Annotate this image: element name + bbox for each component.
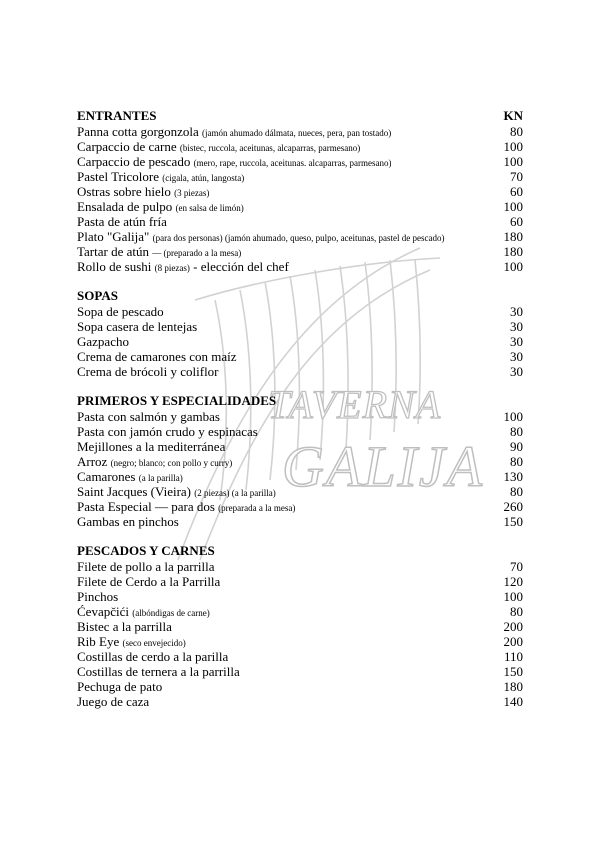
menu-item-suffix: - elección del chef xyxy=(193,259,289,274)
menu-item-price: 110 xyxy=(503,649,523,664)
menu-item-text xyxy=(77,619,172,634)
section-title: PRIMEROS Y ESPECIALIDADES xyxy=(77,393,277,408)
menu-item-name: Pasta Especial — para dos xyxy=(77,499,215,514)
menu-item-name: Pasta de atún fría xyxy=(77,214,167,229)
menu-item-name: Mejillones a la mediterránea xyxy=(77,439,226,454)
menu-item xyxy=(77,634,523,649)
menu-item xyxy=(77,454,523,469)
menu-item-name: Camarones xyxy=(77,469,136,484)
menu-item xyxy=(77,694,523,709)
menu-item xyxy=(77,469,523,484)
menu-item-text xyxy=(77,409,220,424)
watermark-line1: TAVERNA xyxy=(268,382,442,427)
menu-item-name: Gazpacho xyxy=(77,334,129,349)
menu-item-note: (preparada a la mesa) xyxy=(218,503,296,513)
menu-item-name: Ćevapčići xyxy=(77,604,129,619)
menu-item-note: (seco envejecido) xyxy=(122,638,186,648)
menu-item-price: 80 xyxy=(510,454,523,469)
menu-item-text xyxy=(77,214,167,229)
menu-item-text xyxy=(77,424,258,439)
menu-item-name: Sopa casera de lentejas xyxy=(77,319,198,334)
section-title: PESCADOS Y CARNES xyxy=(77,543,215,558)
menu-item-text xyxy=(77,439,225,454)
menu-item xyxy=(77,319,523,334)
menu-item xyxy=(77,589,523,604)
menu-item xyxy=(77,409,523,424)
menu-item xyxy=(77,574,523,589)
menu-item xyxy=(77,559,523,574)
menu-item-name: Pechuga de pato xyxy=(77,679,163,694)
menu-item xyxy=(77,349,523,364)
menu-item-name: Panna cotta gorgonzola xyxy=(77,124,199,139)
menu-item-name: Costillas de ternera a la parrilla xyxy=(77,664,240,679)
menu-item-price: 100 xyxy=(503,139,523,154)
menu-item-name: Pinchos xyxy=(77,589,119,604)
menu-item-price: 70 xyxy=(510,169,523,184)
menu-item xyxy=(77,244,523,259)
menu-item xyxy=(77,679,523,694)
menu-item xyxy=(77,214,523,229)
section-title: SOPAS xyxy=(77,288,118,303)
menu-item-price: 200 xyxy=(503,634,523,649)
menu-item xyxy=(77,604,523,619)
menu-item-price: 80 xyxy=(510,484,523,499)
menu-item-name: Saint Jacques (Vieira) xyxy=(77,484,192,499)
menu-item-text xyxy=(77,574,220,589)
menu-item xyxy=(77,184,523,199)
menu-item-price: 180 xyxy=(503,244,523,259)
menu-item xyxy=(77,334,523,349)
menu-item-name: Tartar de atún xyxy=(77,244,149,259)
menu-item-name: Plato "Galija" xyxy=(77,229,150,244)
menu-item-price: 80 xyxy=(510,424,523,439)
menu-item xyxy=(77,169,523,184)
menu-item-note: (para dos personas) (jamón ahumado, queso, pulpo, aceitunas, pastel de pescado) xyxy=(152,233,445,243)
menu-item-note: (3 piezas) xyxy=(174,188,210,198)
section-heading xyxy=(77,108,523,124)
menu-item-price: 80 xyxy=(510,124,523,139)
menu-item xyxy=(77,154,523,169)
menu-item-price: 100 xyxy=(503,589,523,604)
menu-item-note: (2 piezas) (a la parilla) xyxy=(194,488,276,498)
currency-label: KN xyxy=(503,108,523,123)
menu-item xyxy=(77,259,523,274)
menu-item-name: Bistec a la parrilla xyxy=(77,619,172,634)
menu-item-price: 150 xyxy=(503,664,523,679)
menu-item xyxy=(77,664,523,679)
menu-item xyxy=(77,139,523,154)
menu-item xyxy=(77,229,523,244)
menu-item-price: 80 xyxy=(510,604,523,619)
menu-item-text xyxy=(77,364,219,379)
menu-item xyxy=(77,364,523,379)
menu-item-price: 60 xyxy=(510,184,523,199)
menu-item-price: 100 xyxy=(503,154,523,169)
menu-item-text xyxy=(77,334,129,349)
menu xyxy=(77,108,523,709)
menu-item-text xyxy=(77,349,237,364)
menu-item xyxy=(77,514,523,529)
menu-item-price: 260 xyxy=(503,499,523,514)
menu-item-name: Crema de brócoli y coliflor xyxy=(77,364,219,379)
menu-item-name: Ostras sobre hielo xyxy=(77,184,171,199)
menu-item-price: 140 xyxy=(503,694,523,709)
menu-item-text xyxy=(77,304,164,319)
menu-item-price: 200 xyxy=(503,619,523,634)
menu-item-text xyxy=(77,664,240,679)
menu-item-name: Carpaccio de pescado xyxy=(77,154,191,169)
menu-item-text xyxy=(77,679,162,694)
menu-item-text xyxy=(77,559,215,574)
section-heading xyxy=(77,393,523,409)
menu-item-price: 100 xyxy=(503,409,523,424)
watermark-line2: GALIJA xyxy=(282,434,485,499)
menu-item-price: 30 xyxy=(510,304,523,319)
menu-item xyxy=(77,424,523,439)
menu-item-text xyxy=(77,589,118,604)
section-title: ENTRANTES xyxy=(77,108,157,123)
menu-item-price: 100 xyxy=(503,259,523,274)
section-spacer xyxy=(77,274,523,288)
menu-item-note: (cigala, atún, langosta) xyxy=(162,173,245,183)
menu-item xyxy=(77,304,523,319)
menu-item-name: Crema de camarones con maíz xyxy=(77,349,237,364)
menu-item-text xyxy=(77,694,149,709)
menu-item-price: 100 xyxy=(503,199,523,214)
menu-item-text xyxy=(77,259,289,276)
menu-item-note: — (preparado a la mesa) xyxy=(152,248,242,258)
menu-item-name: Rib Eye xyxy=(77,634,120,649)
section-spacer xyxy=(77,379,523,393)
menu-item-note: (8 piezas) xyxy=(154,263,190,273)
menu-item-price: 150 xyxy=(503,514,523,529)
menu-item xyxy=(77,199,523,214)
menu-item-name: Arroz xyxy=(77,454,108,469)
menu-item-price: 130 xyxy=(503,469,523,484)
menu-item-name: Pasta con jamón crudo y espinacas xyxy=(77,424,258,439)
menu-item-name: Rollo de sushi xyxy=(77,259,152,274)
menu-item xyxy=(77,619,523,634)
menu-item xyxy=(77,439,523,454)
menu-item xyxy=(77,484,523,499)
menu-item-name: Juego de caza xyxy=(77,694,150,709)
menu-item-note: (jamón ahumado dálmata, nueces, pera, pan tostado) xyxy=(202,128,392,138)
menu-item-price: 30 xyxy=(510,319,523,334)
menu-item xyxy=(77,499,523,514)
section-heading xyxy=(77,543,523,559)
menu-item-name: Carpaccio de carne xyxy=(77,139,177,154)
menu-item-note: (albóndigas de carne) xyxy=(132,608,210,618)
menu-item-note: (bistec, ruccola, aceitunas, alcaparras, parmesano) xyxy=(179,143,361,153)
menu-item-name: Ensalada de pulpo xyxy=(77,199,173,214)
menu-item-name: Pasta con salmón y gambas xyxy=(77,409,220,424)
menu-item-price: 90 xyxy=(510,439,523,454)
menu-item-price: 30 xyxy=(510,334,523,349)
menu-item-text xyxy=(77,649,228,664)
menu-item-price: 180 xyxy=(503,229,523,244)
menu-item-name: Filete de pollo a la parrilla xyxy=(77,559,215,574)
menu-item xyxy=(77,649,523,664)
menu-item-price: 180 xyxy=(503,679,523,694)
menu-item-price: 30 xyxy=(510,349,523,364)
menu-item-note: (en salsa de limón) xyxy=(175,203,244,213)
menu-item-name: Pastel Tricolore xyxy=(77,169,159,184)
section-heading xyxy=(77,288,523,304)
menu-item-price: 70 xyxy=(510,559,523,574)
menu-item-name: Gambas en pinchos xyxy=(77,514,179,529)
menu-item-price: 120 xyxy=(503,574,523,589)
section-spacer xyxy=(77,529,523,543)
menu-item-name: Costillas de cerdo a la parilla xyxy=(77,649,229,664)
menu-item-text xyxy=(77,319,197,334)
menu-item-note: (a la parilla) xyxy=(138,473,183,483)
menu-item-note: (negro; blanco; con pollo y curry) xyxy=(110,458,233,468)
menu-item-text xyxy=(77,514,179,529)
menu-item-note: (mero, rape, ruccola, aceitunas. alcaparras, parmesano) xyxy=(193,158,392,168)
menu-item-price: 60 xyxy=(510,214,523,229)
menu-item-price: 30 xyxy=(510,364,523,379)
menu-item-name: Sopa de pescado xyxy=(77,304,164,319)
menu-item-name: Filete de Cerdo a la Parrilla xyxy=(77,574,221,589)
menu-item xyxy=(77,124,523,139)
